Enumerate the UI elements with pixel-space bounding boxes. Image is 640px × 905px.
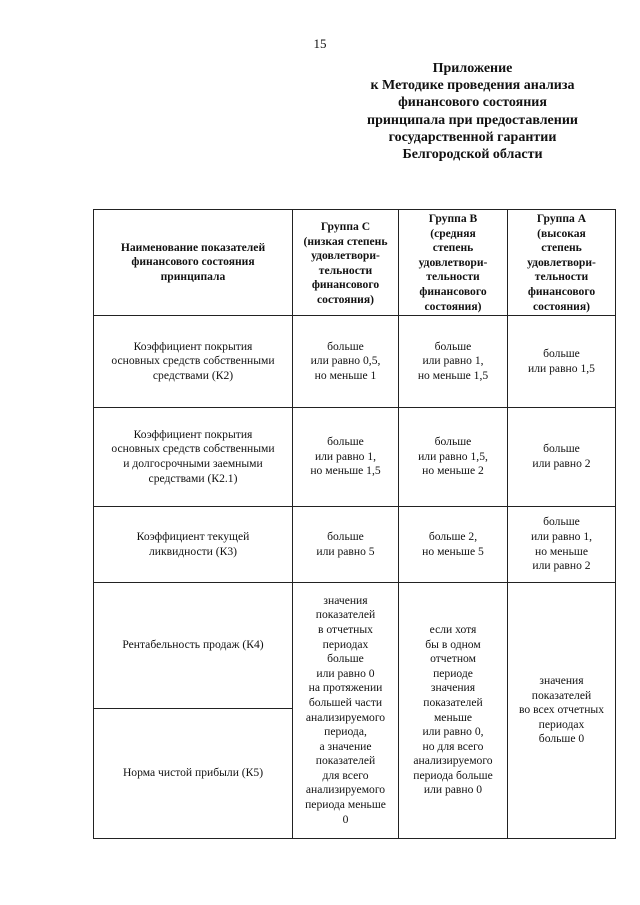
cell-line: но меньше 1,5 [310, 464, 381, 478]
header-line: тельности [534, 270, 589, 284]
cell-line: показателей [315, 608, 376, 622]
cell-line: на протяжении [308, 681, 383, 695]
page-number: 15 [313, 36, 327, 51]
cell-line: больше [327, 339, 364, 353]
appendix-title-line: Белгородской области [402, 147, 543, 163]
header-line: Группа В [428, 212, 478, 225]
cell-line: больше [434, 435, 472, 449]
group-a-cell [508, 316, 616, 408]
cell-line: периодах [538, 717, 585, 731]
cell-line: основных средств собственными [111, 354, 275, 368]
cell-line: больше 2, [428, 529, 478, 543]
header-line: тельности [426, 270, 480, 284]
cell-line: больше [543, 346, 580, 360]
header-line: удовлетвори- [527, 255, 596, 269]
group-b-cell [399, 316, 508, 408]
cell-line: периодах [322, 637, 369, 651]
header-line: (низкая степень [303, 234, 388, 248]
cell-line: но для всего [422, 739, 484, 753]
appendix-title [330, 60, 615, 163]
cell-line: но меньше 5 [422, 544, 484, 558]
appendix-title-line: принципала при предоставлении [367, 112, 578, 128]
cell-line: показателей [315, 754, 376, 768]
cell-line: или равно 1,5 [528, 361, 595, 375]
cell-line: или равно 5 [316, 544, 375, 558]
cell-line: значения [539, 674, 584, 688]
cell-line: или равно 0 [316, 666, 375, 680]
appendix-title-line: к Методике проведения анализа [370, 78, 575, 94]
cell-line: основных средств собственными [111, 442, 275, 456]
header-line: Группа С [320, 220, 371, 233]
group-a-cell [508, 583, 616, 839]
cell-line: или равно 0 [423, 783, 483, 797]
cell-line: анализируемого [305, 710, 386, 724]
group-b-cell [399, 408, 508, 507]
cell-line: но меньше 2 [422, 464, 484, 478]
cell-line: отчетном [430, 652, 476, 666]
header-line: (высокая [537, 226, 586, 240]
group-c-cell [293, 583, 399, 839]
cell-line: меньше [433, 710, 473, 724]
cell-line: но меньше 1,5 [417, 368, 489, 382]
appendix-title-line: Приложение [432, 61, 513, 76]
header-line: финансового [419, 284, 487, 298]
cell-line: Коэффициент текущей [136, 529, 250, 543]
cell-line: или равно 1,5, [418, 449, 488, 463]
cell-line: но меньше 1 [314, 368, 377, 382]
cell-line: средствами (К2.1) [148, 471, 238, 485]
cell-line: периода больше [413, 768, 493, 782]
header-line: (средняя [430, 226, 476, 240]
cell-line: и долгосрочными заемными [123, 457, 263, 470]
group-b-cell [399, 583, 508, 839]
cell-line: или равно 2 [532, 559, 591, 573]
group-b-cell [399, 507, 508, 583]
header-line: финансового [527, 284, 596, 298]
indicator-cell-k5: Норма чистой прибыли (К5) [94, 709, 293, 839]
table-row [94, 507, 616, 583]
cell-line: больше [543, 515, 580, 529]
indicator-cell [94, 408, 293, 507]
header-line: удовлетвори- [418, 255, 488, 269]
cell-line: значения [430, 681, 476, 695]
cell-line: или равно 0, [422, 725, 484, 739]
header-line: Наименование показателей [120, 240, 266, 254]
cell-line: или равно 2 [532, 457, 591, 470]
cell-line: бы в одном [425, 637, 481, 651]
cell-line: или равно 1, [422, 354, 484, 368]
header-group-a [508, 210, 616, 316]
header-line: тельности [318, 263, 373, 277]
cell-line: периода меньше [305, 798, 386, 812]
header-line: финансового [311, 278, 380, 292]
cell-line: для всего [322, 768, 369, 782]
cell-line: или равно 0,5, [310, 354, 381, 368]
cell-line: больше [327, 652, 364, 666]
cell-line: больше [327, 529, 364, 543]
cell-line: больше [327, 435, 364, 449]
criteria-table [93, 209, 616, 839]
header-line: финансового состояния [131, 255, 255, 269]
header-line: удовлетвори- [311, 249, 380, 263]
indicator-cell [94, 316, 293, 408]
cell-line: анализируемого [305, 783, 386, 797]
cell-line: или равно 1, [530, 529, 593, 543]
header-line: состояния) [533, 299, 590, 313]
group-c-cell [293, 316, 399, 408]
cell-line: значения [323, 593, 368, 607]
header-indicator [94, 210, 293, 316]
cell-line: больше 0 [538, 732, 585, 746]
cell-line: периода, [324, 725, 367, 739]
cell-line: периоде [433, 666, 473, 680]
cell-line: если хотя [429, 622, 477, 636]
header-line: принципала [160, 269, 226, 283]
cell-line: анализируемого [413, 754, 493, 768]
header-group-b [399, 210, 508, 316]
cell-line: Коэффициент покрытия [133, 339, 253, 353]
group-a-cell [508, 507, 616, 583]
group-c-cell [293, 408, 399, 507]
cell-line: показателей [423, 695, 483, 709]
table-row [94, 316, 616, 408]
header-line: степень [432, 241, 474, 255]
cell-line: или равно 1, [314, 449, 377, 463]
indicator-cell [94, 507, 293, 583]
cell-line: во всех отчетных [518, 703, 605, 717]
table-header-row [94, 210, 616, 316]
cell-line: в отчетных [318, 622, 373, 636]
appendix-title-line: финансового состояния [398, 95, 547, 111]
cell-line: а значение [319, 739, 372, 753]
cell-line: показателей [531, 688, 592, 702]
cell-line: средствами (К2) [152, 368, 234, 382]
header-line: состояния) [424, 299, 482, 313]
header-group-c [293, 210, 399, 316]
table-row [94, 583, 616, 709]
table-row [94, 408, 616, 507]
cell-line: ликвидности (К3) [148, 544, 238, 558]
cell-line: 0 [342, 812, 349, 826]
group-c-cell [293, 507, 399, 583]
cell-line: но меньше [535, 544, 588, 558]
appendix-title-line: государственной гарантии [388, 129, 557, 145]
header-line: Группа А [536, 212, 587, 225]
header-line: степень [541, 241, 582, 255]
header-line: состояния) [317, 292, 374, 306]
cell-line: большей части [308, 695, 383, 709]
group-a-cell [508, 408, 616, 507]
indicator-cell-k4: Рентабельность продаж (К4) [94, 583, 293, 709]
cell-line: больше [434, 339, 472, 353]
cell-line: Коэффициент покрытия [133, 427, 253, 441]
cell-line: больше [543, 442, 580, 456]
